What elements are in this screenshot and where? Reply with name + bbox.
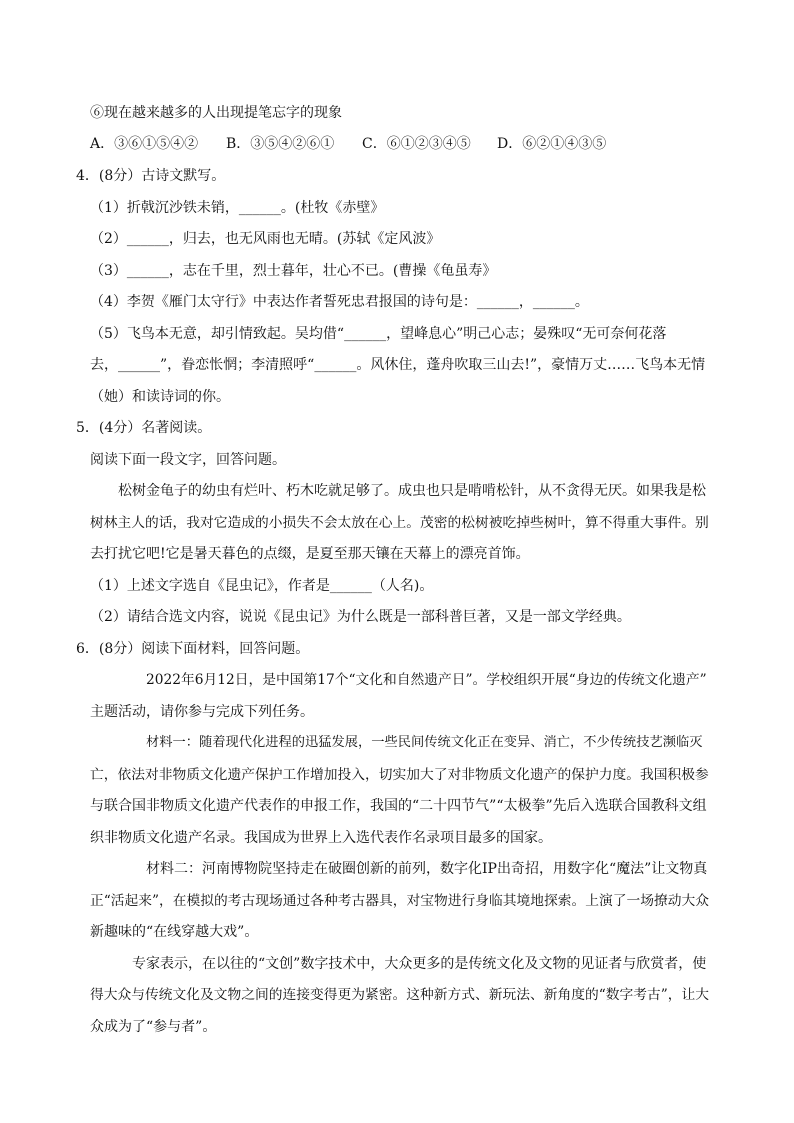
q6-intro-line: 2022年6月12日，是中国第17个“文化和自然遗产日”。学校组织开展“身边的传统文化遗产”: [146, 672, 707, 688]
q6-material2-line: 新趣味的“在线穿越大戏”。: [90, 924, 259, 940]
q4-item-4: （4）李贺《雁门太守行》中表达作者誓死忠君报国的诗句是：______，______。: [90, 294, 589, 310]
q5-passage-line: 树林主人的话，我对它造成的小损失不会太放在心上。茂密的松树被吃掉些树叶，算不得重大事件。别: [90, 515, 709, 531]
q3-option-d: D．⑥②①④③⑤: [497, 136, 607, 152]
q3-option-b: B．③⑤④②⑥①: [226, 136, 335, 152]
q6-intro-line: 主题活动，请你参与完成下列任务。: [90, 704, 314, 720]
q6-material2-line: 材料二：河南博物院坚持走在破圈创新的前列，数字化IP出奇招，用数字化“魔法”让文物真: [146, 861, 708, 877]
q5-intro: 阅读下面一段文字，回答问题。: [90, 452, 286, 468]
q4-item-5: （5）飞鸟本无意，却引情致起。吴均借“______，望峰息心”明己心志；晏殊叹“无可奈何花落: [90, 326, 667, 342]
q4-item-5-cont: 去，______”，眷恋怅惘；李清照呼“______。风休住，蓬舟吹取三山去!”，豪情万丈……飞鸟本无情: [90, 357, 706, 373]
q4-item-5-end: （她）和读诗词的你。: [90, 389, 230, 405]
q6-material2-line: 正“活起来”，在模拟的考古现场通过各种考古器具，对宝物进行身临其境地探索。上演了一场撩动大众: [90, 893, 710, 909]
q5-sub-2: （2）请结合选文内容，说说《昆虫记》为什么既是一部科普巨著，又是一部文学经典。: [90, 609, 631, 625]
q6-expert-line: 众成为了“参与者”。: [90, 1019, 217, 1035]
q6-header: 6．(8分）阅读下面材料，回答问题。: [76, 641, 310, 657]
q4-item-2: （2）______，归去，也无风雨也无晴。(苏轼《定风波》: [90, 231, 441, 247]
q5-passage-line: 去打扰它吧!它是暑天暮色的点缀，是夏至那天镶在天幕上的漂亮首饰。: [90, 546, 530, 562]
q3-option-c: C．⑥①②③④⑤: [362, 136, 471, 152]
q5-sub-1: （1）上述文字选自《昆虫记》，作者是______（人名)。: [90, 578, 434, 594]
q6-material1-line: 织非物质文化遗产名录。我国成为世界上入选代表作名录项目最多的国家。: [90, 830, 552, 846]
q3-option-a: A．③⑥①⑤④②: [90, 136, 199, 152]
q3-item-6: ⑥现在越来越多的人出现提笔忘字的现象: [90, 105, 342, 121]
q4-item-3: （3）______，志在千里，烈士暮年，壮心不已。(曹操《龟虽寿》: [90, 263, 497, 279]
q5-passage-line: 松树金龟子的幼虫有烂叶、朽木吃就足够了。成虫也只是啃啃松针，从不贪得无厌。如果我是松: [118, 483, 706, 499]
q4-header: 4．(8分）古诗文默写。: [76, 168, 226, 184]
q5-header: 5．(4分）名著阅读。: [76, 420, 212, 436]
q6-material1-line: 材料一：随着现代化进程的迅猛发展，一些民间传统文化正在变异、消亡，不少传统技艺濒临灭: [146, 735, 703, 750]
q4-item-1: （1）折戟沉沙铁未销，______。(杜牧《赤壁》: [90, 200, 385, 216]
q6-material1-line: 与联合国非物质文化遗产代表作的申报工作，我国的“二十四节气”“太极拳”先后入选联合国教科文组: [90, 798, 707, 814]
q6-expert-line: 专家表示，在以往的“文创”数字技术中，大众更多的是传统文化及文物的见证者与欣赏者，使: [132, 956, 707, 972]
q6-expert-line: 得大众与传统文化及文物之间的连接变得更为紧密。这种新方式、新玩法、新角度的“数字考古”，让大: [90, 987, 710, 1003]
q6-material1-line: 亡，依法对非物质文化遗产保护工作增加投入，切实加大了对非物质文化遗产的保护力度。我国积极参: [90, 767, 709, 783]
